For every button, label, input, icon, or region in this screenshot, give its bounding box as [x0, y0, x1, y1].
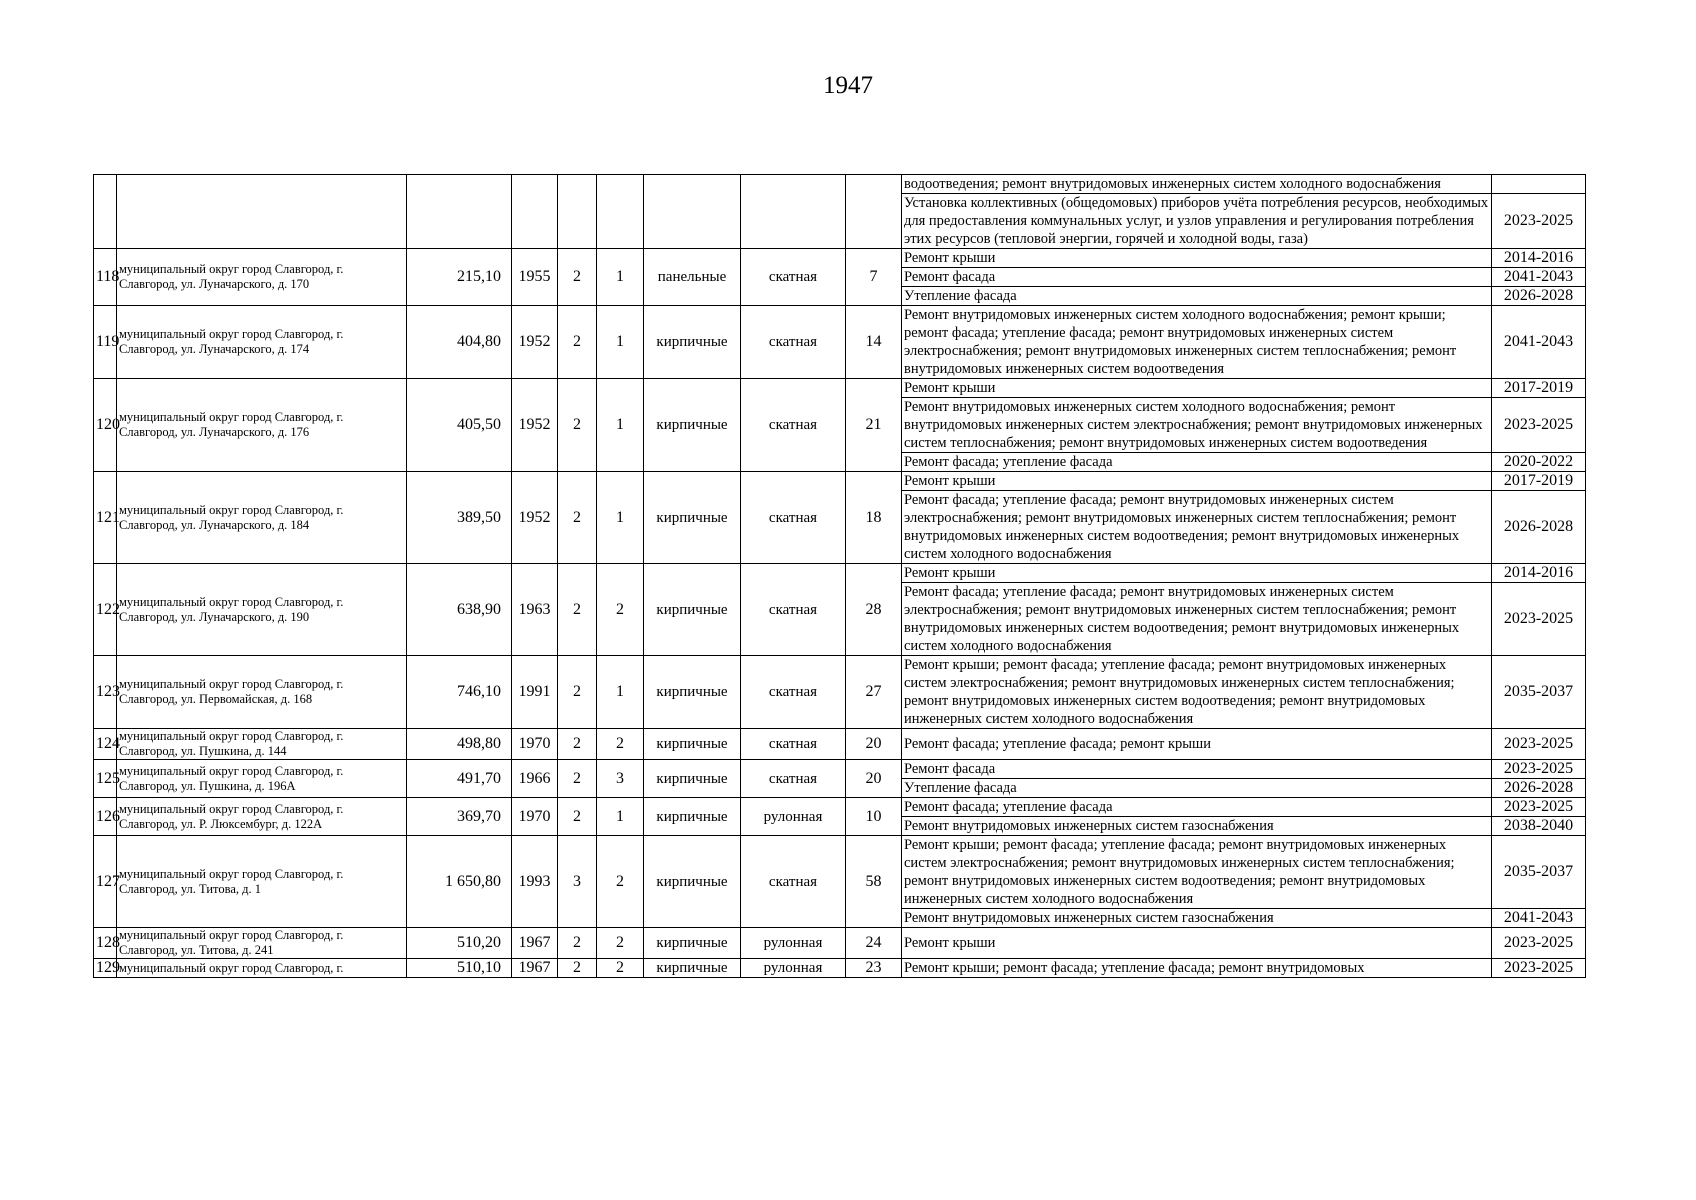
- work-period-cell: 2038-2040: [1492, 817, 1586, 836]
- area-cell: 389,50: [407, 472, 512, 564]
- entrances-cell: 1: [597, 379, 644, 472]
- year-cell: 1966: [512, 760, 558, 798]
- wall-material-cell: [644, 175, 741, 249]
- entrances-cell: 2: [597, 729, 644, 760]
- roof-type-cell: скатная: [741, 729, 846, 760]
- row-number: 125: [94, 760, 117, 798]
- work-period-cell: 2023-2025: [1492, 398, 1586, 453]
- area-cell: 746,10: [407, 656, 512, 729]
- apartments-cell: 21: [846, 379, 902, 472]
- wall-material-cell: кирпичные: [644, 379, 741, 472]
- work-description-cell: Ремонт фасада: [902, 268, 1492, 287]
- area-cell: 404,80: [407, 306, 512, 379]
- row-number: 120: [94, 379, 117, 472]
- wall-material-cell: кирпичные: [644, 760, 741, 798]
- wall-material-cell: панельные: [644, 249, 741, 306]
- row-number: 124: [94, 729, 117, 760]
- apartments-cell: 28: [846, 564, 902, 656]
- apartments-cell: 58: [846, 836, 902, 928]
- work-description-cell: Ремонт крыши; ремонт фасада; утепление фасада; ремонт внутридомовых инженерных систем электроснабжения; ремонт внутридомовых инженерных систем теплоснабжения; ремонт внутридомовых инженерных систем водоотведения; ремонт внутридомовых инженерных систем холодного водоснабжения: [902, 836, 1492, 909]
- area-cell: 498,80: [407, 729, 512, 760]
- wall-material-cell: кирпичные: [644, 656, 741, 729]
- year-cell: 1970: [512, 729, 558, 760]
- table-row: [94, 564, 1586, 583]
- address-cell: муниципальный округ город Славгород, г. Славгород, ул. Луначарского, д. 174: [117, 306, 407, 379]
- floors-cell: 2: [558, 760, 597, 798]
- apartments-cell: 7: [846, 249, 902, 306]
- address-cell: муниципальный округ город Славгород, г. Славгород, ул. Титова, д. 241: [117, 928, 407, 959]
- row-number: 121: [94, 472, 117, 564]
- table-row: [94, 928, 1586, 959]
- work-period-cell: 2041-2043: [1492, 909, 1586, 928]
- work-period-cell: 2041-2043: [1492, 306, 1586, 379]
- registry-body: [94, 175, 1586, 978]
- table-row: [94, 760, 1586, 779]
- work-period-cell: 2017-2019: [1492, 472, 1586, 491]
- work-description-cell: Ремонт крыши: [902, 379, 1492, 398]
- work-description-cell: Ремонт фасада; утепление фасада; ремонт внутридомовых инженерных систем электроснабжения; ремонт внутридомовых инженерных систем теплоснабжения; ремонт внутридомовых инженерных систем водоотведения; ремонт внутридомовых инженерных систем холодного водоснабжения: [902, 583, 1492, 656]
- table-row: [94, 798, 1586, 817]
- work-description-cell: Утепление фасада: [902, 287, 1492, 306]
- work-description-cell: Утепление фасада: [902, 779, 1492, 798]
- page-number: 1947: [823, 72, 873, 99]
- apartments-cell: 18: [846, 472, 902, 564]
- row-number: 122: [94, 564, 117, 656]
- wall-material-cell: кирпичные: [644, 798, 741, 836]
- entrances-cell: 2: [597, 836, 644, 928]
- row-number: 129: [94, 959, 117, 978]
- address-cell: [117, 175, 407, 249]
- year-cell: 1967: [512, 959, 558, 978]
- roof-type-cell: скатная: [741, 472, 846, 564]
- work-description-cell: Ремонт фасада: [902, 760, 1492, 779]
- entrances-cell: 2: [597, 928, 644, 959]
- address-cell: муниципальный округ город Славгород, г. Славгород, ул. Луначарского, д. 176: [117, 379, 407, 472]
- row-number: 123: [94, 656, 117, 729]
- table-row: [94, 306, 1586, 379]
- work-description-cell: Установка коллективных (общедомовых) приборов учёта потребления ресурсов, необходимых для предоставления коммунальных услуг, и узлов управления и регулирования потребления этих ресурсов (тепловой энергии, горячей и холодной воды, газа): [902, 194, 1492, 249]
- row-number: 127: [94, 836, 117, 928]
- year-cell: 1952: [512, 472, 558, 564]
- floors-cell: 3: [558, 836, 597, 928]
- work-period-cell: 2023-2025: [1492, 194, 1586, 249]
- work-description-cell: Ремонт внутридомовых инженерных систем холодного водоснабжения; ремонт крыши; ремонт фасада; утепление фасада; ремонт внутридомовых инженерных систем электроснабжения; ремонт внутридомовых инженерных систем теплоснабжения; ремонт внутридомовых инженерных систем водоотведения: [902, 306, 1492, 379]
- entrances-cell: 2: [597, 959, 644, 978]
- work-description-cell: Ремонт крыши: [902, 564, 1492, 583]
- table-row: [94, 729, 1586, 760]
- work-period-cell: 2023-2025: [1492, 583, 1586, 656]
- area-cell: 369,70: [407, 798, 512, 836]
- work-description-cell: водоотведения; ремонт внутридомовых инженерных систем холодного водоснабжения: [902, 175, 1492, 194]
- work-description-cell: Ремонт крыши; ремонт фасада; утепление фасада; ремонт внутридомовых инженерных систем электроснабжения; ремонт внутридомовых инженерных систем теплоснабжения; ремонт внутридомовых инженерных систем водоотведения; ремонт внутридомовых инженерных систем холодного водоснабжения: [902, 656, 1492, 729]
- area-cell: 510,20: [407, 928, 512, 959]
- address-cell: муниципальный округ город Славгород, г. Славгород, ул. Первомайская, д. 168: [117, 656, 407, 729]
- row-number: [94, 175, 117, 249]
- entrances-cell: 1: [597, 249, 644, 306]
- table-row: [94, 175, 1586, 194]
- work-description-cell: Ремонт фасада; утепление фасада; ремонт внутридомовых инженерных систем электроснабжения; ремонт внутридомовых инженерных систем теплоснабжения; ремонт внутридомовых инженерных систем водоотведения; ремонт внутридомовых инженерных систем холодного водоснабжения: [902, 491, 1492, 564]
- entrances-cell: 2: [597, 564, 644, 656]
- entrances-cell: 1: [597, 656, 644, 729]
- work-period-cell: 2026-2028: [1492, 779, 1586, 798]
- apartments-cell: 24: [846, 928, 902, 959]
- wall-material-cell: кирпичные: [644, 959, 741, 978]
- floors-cell: 2: [558, 798, 597, 836]
- wall-material-cell: кирпичные: [644, 928, 741, 959]
- area-cell: 215,10: [407, 249, 512, 306]
- address-cell: муниципальный округ город Славгород, г. Славгород, ул. Пушкина, д. 196А: [117, 760, 407, 798]
- entrances-cell: 3: [597, 760, 644, 798]
- work-description-cell: Ремонт крыши: [902, 249, 1492, 268]
- floors-cell: 2: [558, 656, 597, 729]
- apartments-cell: 20: [846, 760, 902, 798]
- apartments-cell: 27: [846, 656, 902, 729]
- work-period-cell: 2023-2025: [1492, 798, 1586, 817]
- address-cell: муниципальный округ город Славгород, г. Славгород, ул. Луначарского, д. 184: [117, 472, 407, 564]
- work-period-cell: 2035-2037: [1492, 836, 1586, 909]
- entrances-cell: 1: [597, 472, 644, 564]
- floors-cell: 2: [558, 306, 597, 379]
- apartments-cell: [846, 175, 902, 249]
- year-cell: [512, 175, 558, 249]
- floors-cell: 2: [558, 928, 597, 959]
- wall-material-cell: кирпичные: [644, 729, 741, 760]
- roof-type-cell: рулонная: [741, 928, 846, 959]
- work-description-cell: Ремонт внутридомовых инженерных систем газоснабжения: [902, 817, 1492, 836]
- work-period-cell: 2014-2016: [1492, 564, 1586, 583]
- address-cell: муниципальный округ город Славгород, г. Славгород, ул. Титова, д. 1: [117, 836, 407, 928]
- work-period-cell: 2023-2025: [1492, 928, 1586, 959]
- floors-cell: 2: [558, 472, 597, 564]
- work-period-cell: 2017-2019: [1492, 379, 1586, 398]
- table-row: [94, 656, 1586, 729]
- table-row: [94, 249, 1586, 268]
- wall-material-cell: кирпичные: [644, 306, 741, 379]
- roof-type-cell: скатная: [741, 249, 846, 306]
- work-description-cell: Ремонт внутридомовых инженерных систем холодного водоснабжения; ремонт внутридомовых инженерных систем электроснабжения; ремонт внутридомовых инженерных систем теплоснабжения; ремонт внутридомовых инженерных систем водоотведения: [902, 398, 1492, 453]
- work-description-cell: Ремонт крыши; ремонт фасада; утепление фасада; ремонт внутридомовых: [902, 959, 1492, 978]
- work-period-cell: [1492, 175, 1586, 194]
- floors-cell: 2: [558, 729, 597, 760]
- housing-registry-table: [93, 174, 1586, 978]
- work-period-cell: 2023-2025: [1492, 959, 1586, 978]
- work-description-cell: Ремонт фасада; утепление фасада: [902, 798, 1492, 817]
- entrances-cell: 1: [597, 306, 644, 379]
- floors-cell: 2: [558, 959, 597, 978]
- work-description-cell: Ремонт фасада; утепление фасада: [902, 453, 1492, 472]
- address-cell: муниципальный округ город Славгород, г. Славгород, ул. Р. Люксембург, д. 122А: [117, 798, 407, 836]
- year-cell: 1970: [512, 798, 558, 836]
- wall-material-cell: кирпичные: [644, 472, 741, 564]
- work-period-cell: 2023-2025: [1492, 729, 1586, 760]
- roof-type-cell: скатная: [741, 760, 846, 798]
- year-cell: 1952: [512, 306, 558, 379]
- apartments-cell: 10: [846, 798, 902, 836]
- floors-cell: 2: [558, 379, 597, 472]
- year-cell: 1963: [512, 564, 558, 656]
- table-row: [94, 472, 1586, 491]
- row-number: 118: [94, 249, 117, 306]
- roof-type-cell: рулонная: [741, 959, 846, 978]
- year-cell: 1955: [512, 249, 558, 306]
- work-period-cell: 2023-2025: [1492, 760, 1586, 779]
- roof-type-cell: рулонная: [741, 798, 846, 836]
- roof-type-cell: скатная: [741, 379, 846, 472]
- roof-type-cell: скатная: [741, 306, 846, 379]
- area-cell: [407, 175, 512, 249]
- year-cell: 1952: [512, 379, 558, 472]
- row-number: 126: [94, 798, 117, 836]
- work-description-cell: Ремонт крыши: [902, 472, 1492, 491]
- year-cell: 1993: [512, 836, 558, 928]
- address-cell: муниципальный округ город Славгород, г. Славгород, ул. Луначарского, д. 170: [117, 249, 407, 306]
- address-cell: муниципальный округ город Славгород, г. Славгород, ул. Пушкина, д. 144: [117, 729, 407, 760]
- table-row: [94, 959, 1586, 978]
- work-description-cell: Ремонт крыши: [902, 928, 1492, 959]
- address-cell: муниципальный округ город Славгород, г. Славгород, ул. Луначарского, д. 190: [117, 564, 407, 656]
- work-period-cell: 2014-2016: [1492, 249, 1586, 268]
- apartments-cell: 14: [846, 306, 902, 379]
- work-period-cell: 2035-2037: [1492, 656, 1586, 729]
- area-cell: 405,50: [407, 379, 512, 472]
- floors-cell: 2: [558, 564, 597, 656]
- floors-cell: [558, 175, 597, 249]
- year-cell: 1967: [512, 928, 558, 959]
- roof-type-cell: скатная: [741, 836, 846, 928]
- roof-type-cell: [741, 175, 846, 249]
- year-cell: 1991: [512, 656, 558, 729]
- roof-type-cell: скатная: [741, 656, 846, 729]
- entrances-cell: 1: [597, 798, 644, 836]
- work-period-cell: 2026-2028: [1492, 491, 1586, 564]
- floors-cell: 2: [558, 249, 597, 306]
- wall-material-cell: кирпичные: [644, 836, 741, 928]
- row-number: 128: [94, 928, 117, 959]
- roof-type-cell: скатная: [741, 564, 846, 656]
- work-period-cell: 2020-2022: [1492, 453, 1586, 472]
- area-cell: 1 650,80: [407, 836, 512, 928]
- table-row: [94, 836, 1586, 909]
- work-description-cell: Ремонт фасада; утепление фасада; ремонт крыши: [902, 729, 1492, 760]
- row-number: 119: [94, 306, 117, 379]
- work-period-cell: 2041-2043: [1492, 268, 1586, 287]
- table-row: [94, 379, 1586, 398]
- area-cell: 510,10: [407, 959, 512, 978]
- address-cell: муниципальный округ город Славгород, г.: [117, 959, 407, 978]
- work-description-cell: Ремонт внутридомовых инженерных систем газоснабжения: [902, 909, 1492, 928]
- wall-material-cell: кирпичные: [644, 564, 741, 656]
- work-period-cell: 2026-2028: [1492, 287, 1586, 306]
- apartments-cell: 20: [846, 729, 902, 760]
- apartments-cell: 23: [846, 959, 902, 978]
- area-cell: 491,70: [407, 760, 512, 798]
- area-cell: 638,90: [407, 564, 512, 656]
- entrances-cell: [597, 175, 644, 249]
